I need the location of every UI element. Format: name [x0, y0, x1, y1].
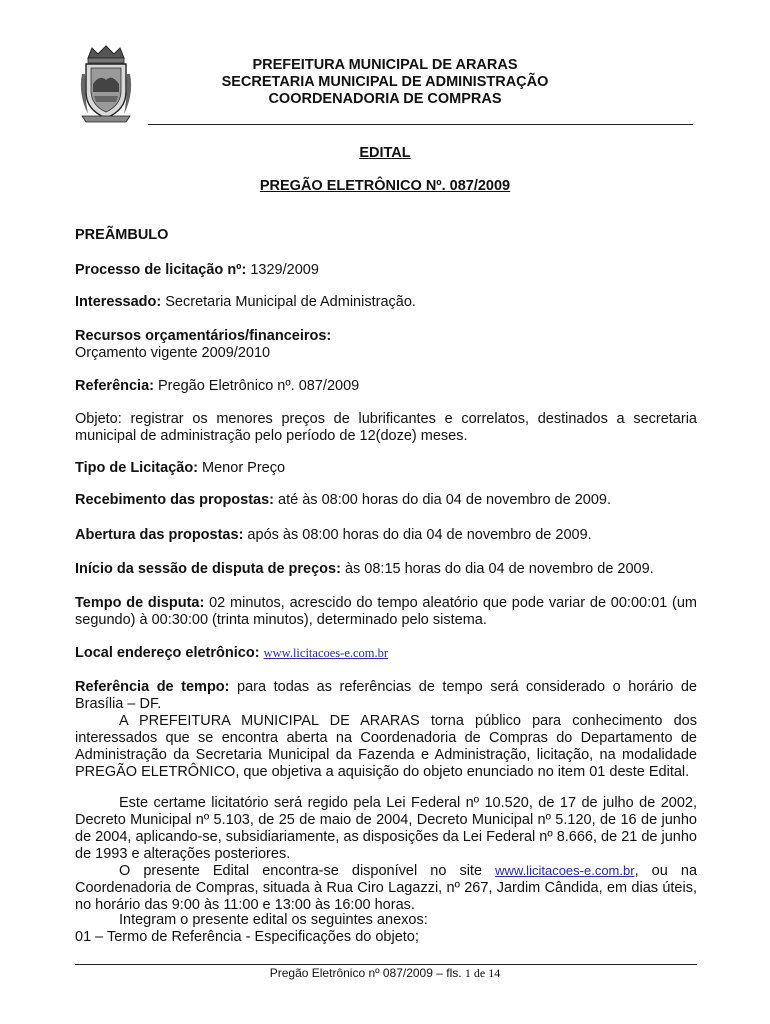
page-footer: Pregão Eletrônico nº 087/2009 – fls. 1 de 14: [269, 966, 501, 980]
inicio-line: Início da sessão de disputa de preços: às 08:15 horas do dia 04 de novembro de 2009.: [75, 561, 654, 577]
header-divider: [148, 124, 693, 125]
site-link[interactable]: www.licitacoes-e.com.br: [495, 863, 635, 878]
recursos-value: Orçamento vigente 2009/2010: [75, 345, 271, 361]
header-line-1: PREFEITURA MUNICIPAL DE ARARAS: [252, 57, 518, 73]
coat-of-arms-icon: [78, 44, 134, 124]
header-line-3: COORDENADORIA DE COMPRAS: [268, 91, 502, 107]
processo-line: Processo de licitação nº: 1329/2009: [75, 262, 319, 278]
referencia-line: Referência: Pregão Eletrônico nº. 087/2009: [75, 378, 360, 394]
edital-title: EDITAL: [359, 145, 411, 161]
paragraph-legislacao: Este certame licitatório será regido pela Lei Federal nº 10.520, de 17 de julho de 2002, Decreto Municipal nº 5.103, de 25 de maio de 2004, Decreto Municipal nº 5.120, de 16 de junho de 2004, aplicando-se, subsidiariamente, as disposições da Lei Federal nº 8.666, de 21 de junho de 1993 e alterações posteriores.: [75, 795, 697, 862]
recursos-label: Recursos orçamentários/financeiros:: [75, 328, 332, 344]
page-number: 1 de 14: [464, 966, 501, 980]
local-line: Local endereço eletrônico: www.licitacoes-e.com.br: [75, 645, 389, 661]
tempo-paragraph: Tempo de disputa: 02 minutos, acrescido do tempo aleatório que pode variar de 00:00:01 (um segundo) à 00:30:00 (trinta minutos), determinado pelo sistema.: [75, 595, 697, 628]
preambulo-heading: PREÃMBULO: [75, 227, 169, 243]
licitacoes-link[interactable]: www.licitacoes-e.com.br: [263, 646, 389, 660]
footer-divider: [75, 964, 697, 965]
anexo-item-1: 01 – Termo de Referência - Especificações do objeto;: [75, 929, 419, 945]
objeto-paragraph: Objeto: registrar os menores preços de lubrificantes e correlatos, destinados a secretaria municipal de administração pelo período de 12(doze) meses.: [75, 411, 697, 444]
tipo-line: Tipo de Licitação: Menor Preço: [75, 460, 286, 476]
referencia-tempo-paragraph: Referência de tempo: para todas as referências de tempo será considerado o horário de Brasília – DF.: [75, 679, 697, 712]
pregao-title: PREGÃO ELETRÔNICO Nº. 087/2009: [259, 178, 511, 194]
paragraph-disponibilidade: O presente Edital encontra-se disponível no site www.licitacoes-e.com.br, ou na Coordenadoria de Compras, situada à Rua Ciro Lagazzi, nº 267, Jardim Cândida, em dias úteis, no horário das 9:00 às 11:00 e 13:00 às 16:00 horas.: [75, 863, 698, 913]
abertura-line: Abertura das propostas: após às 08:00 horas do dia 04 de novembro de 2009.: [75, 527, 592, 543]
interessado-line: Interessado: Secretaria Municipal de Administração.: [75, 294, 416, 310]
header-line-2: SECRETARIA MUNICIPAL DE ADMINISTRAÇÃO: [221, 74, 549, 90]
letterhead: [150, 57, 620, 108]
paragraph-anexos: Integram o presente edital os seguintes anexos:: [119, 912, 428, 928]
paragraph-prefeitura: A PREFEITURA MUNICIPAL DE ARARAS torna público para conhecimento dos interessados que se encontra aberta na Coordenadoria de Compras do Departamento de Administração da Secretaria Municipal da Fazenda e Administração, licitação, na modalidade PREGÃO ELETRÔNICO, que objetiva a aquisição do objeto enunciado no item 01 deste Edital.: [75, 713, 697, 780]
recebimento-line: Recebimento das propostas: até às 08:00 horas do dia 04 de novembro de 2009.: [75, 492, 611, 508]
